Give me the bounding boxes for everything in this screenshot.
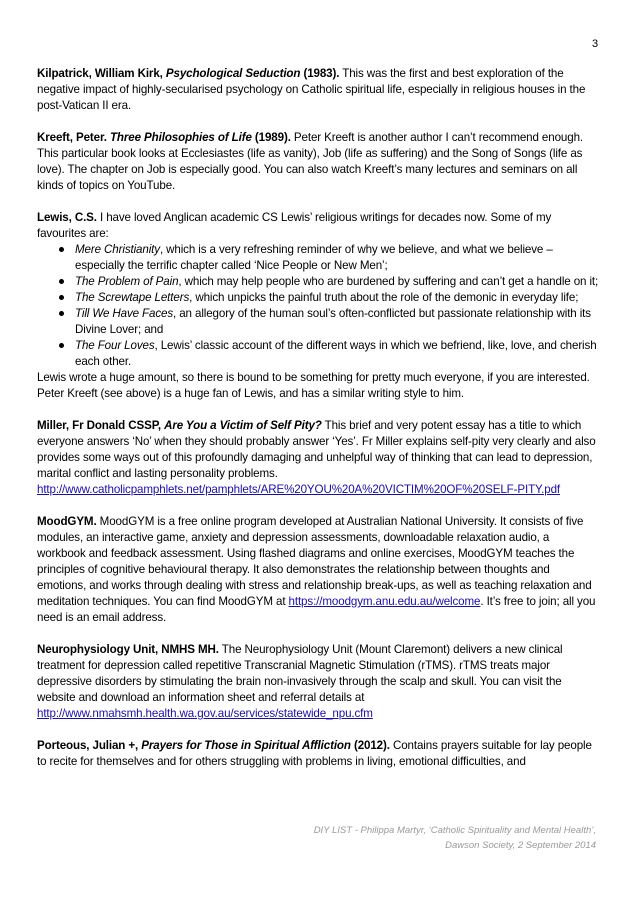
book-description: , which unpicks the painful truth about the role of the demonic in everyday life; <box>189 291 579 304</box>
entry-intro: I have loved Anglican academic CS Lewis’ religious writings for decades now. Some of my favourites are: <box>37 211 552 240</box>
footer-line: Dawson Society, 2 September 2014 <box>445 840 596 851</box>
list-item <box>75 338 599 370</box>
list-item <box>75 306 599 338</box>
entry-title: Psychological Seduction <box>165 67 301 80</box>
list-item <box>75 274 599 290</box>
entry-name: Neurophysiology Unit, NMHS MH. <box>37 643 219 656</box>
book-title: Mere Christianity <box>75 243 160 256</box>
pamphlet-link[interactable]: http://www.catholicpamphlets.net/pamphlets/ARE%20YOU%20A%20VICTIM%20OF%20SELF-PITY.pdf <box>37 483 561 496</box>
entry-porteous <box>37 738 599 770</box>
entry-title: Are You a Victim of Self Pity? <box>164 419 322 432</box>
entry-description: Contains prayers suitable for lay people to recite for themselves and for others struggling with problems in living, emotional difficulties, and <box>37 739 592 768</box>
entry-lewis <box>37 210 599 402</box>
list-item <box>75 290 599 306</box>
entry-description: Peter Kreeft is another author I can’t recommend enough. This particular book looks at Ecclesiastes (life as vanity), Job (life as suffering) and the Song of Songs (life as love). The chapter on Job is especially good. You can also watch Kreeft’s many lectures and seminars on all kinds of topics on YouTube. <box>37 131 584 192</box>
book-title: Till We Have Faces <box>75 307 174 320</box>
entry-outro: Lewis wrote a huge amount, so there is bound to be something for pretty much everyone, if you are interested. Peter Kreeft (see above) is a huge fan of Lewis, and has a similar writing style to him. <box>37 371 590 400</box>
entry-description-end: . It’s free to join; all you need is an email address. <box>37 595 596 624</box>
entry-author: Kilpatrick, William Kirk, <box>37 67 163 80</box>
book-description: , which is a very refreshing reminder of why we believe, and what we believe – especially the terrific chapter called ‘Nice People or New Men’; <box>75 243 553 272</box>
book-title: The Four Loves <box>75 339 155 352</box>
book-description: , an allegory of the human soul’s often-conflicted but passionate relationship with its Divine Lover; and <box>75 307 591 336</box>
entry-moodgym <box>37 514 599 626</box>
book-title: The Problem of Pain <box>75 275 179 288</box>
entry-description: MoodGYM is a free online program developed at Australian National University. It consists of five modules, an interactive game, anxiety and depression assessments, downloadable relaxation audio, a workbook and feedback assessment. Using flashed diagrams and online exercises, MoodGYM teaches the principles of cognitive behavioural therapy. It also demonstrates the relationship between thoughts and emotions, and works through dealing with stress and relationship break-ups, as well as teaching relaxation and meditation techniques. You can find MoodGYM at <box>37 515 592 608</box>
list-item <box>75 242 599 274</box>
entry-miller <box>37 418 599 498</box>
page-footer <box>314 823 596 853</box>
entry-description: The Neurophysiology Unit (Mount Claremont) delivers a new clinical treatment for depression called repetitive Transcranial Magnetic Stimulation (rTMS). rTMS treats major depressive disorders by stimulating the brain non-invasively through the scalp and skull. You can visit the website and download an information sheet and referral details at <box>37 643 563 704</box>
lewis-book-list <box>37 242 599 370</box>
entry-neurophysiology <box>37 642 599 722</box>
book-description: , Lewis’ classic account of the different ways in which we befriend, like, love, and cherish each other. <box>75 339 597 368</box>
book-description: , which may help people who are burdened by suffering and can’t get a handle on it; <box>178 275 599 288</box>
entry-year: (2012). <box>353 739 390 752</box>
entry-kilpatrick <box>37 66 599 114</box>
book-title: The Screwtape Letters <box>75 291 190 304</box>
page-number: 3 <box>592 38 599 50</box>
entry-year: (1989). <box>254 131 291 144</box>
entry-description: This was the first and best exploration of the negative impact of highly-secularised psychology on Catholic spiritual life, especially in religious houses in the post-Vatican II era. <box>37 67 586 112</box>
entry-kreeft <box>37 130 599 194</box>
entry-author: Lewis, C.S. <box>37 211 97 224</box>
moodgym-link[interactable]: https://moodgym.anu.edu.au/welcome <box>288 595 481 608</box>
entry-author: Porteous, Julian +, <box>37 739 139 752</box>
entry-title: Three Philosophies of Life <box>109 131 252 144</box>
entry-title: Prayers for Those in Spiritual Affliction <box>141 739 351 752</box>
reading-list <box>37 66 599 786</box>
entry-year: (1983). <box>303 67 340 80</box>
nmhs-link[interactable]: http://www.nmahsmh.health.wa.gov.au/services/statewide_npu.cfm <box>37 707 373 720</box>
entry-description: This brief and very potent essay has a title to which everyone answers ‘No’ when they should probably answer ‘Yes’. Fr Miller explains self-pity very clearly and also provides some ways out of this profoundly damaging and unhelpful way of thinking that can lead to depression, marital conflict and lasting personality problems. <box>37 419 596 480</box>
entry-author: Kreeft, Peter. <box>37 131 107 144</box>
entry-name: MoodGYM. <box>37 515 97 528</box>
entry-author: Miller, Fr Donald CSSP, <box>37 419 161 432</box>
footer-line: DIY LIST - Philippa Martyr, ‘Catholic Spirituality and Mental Health’, <box>313 825 596 836</box>
